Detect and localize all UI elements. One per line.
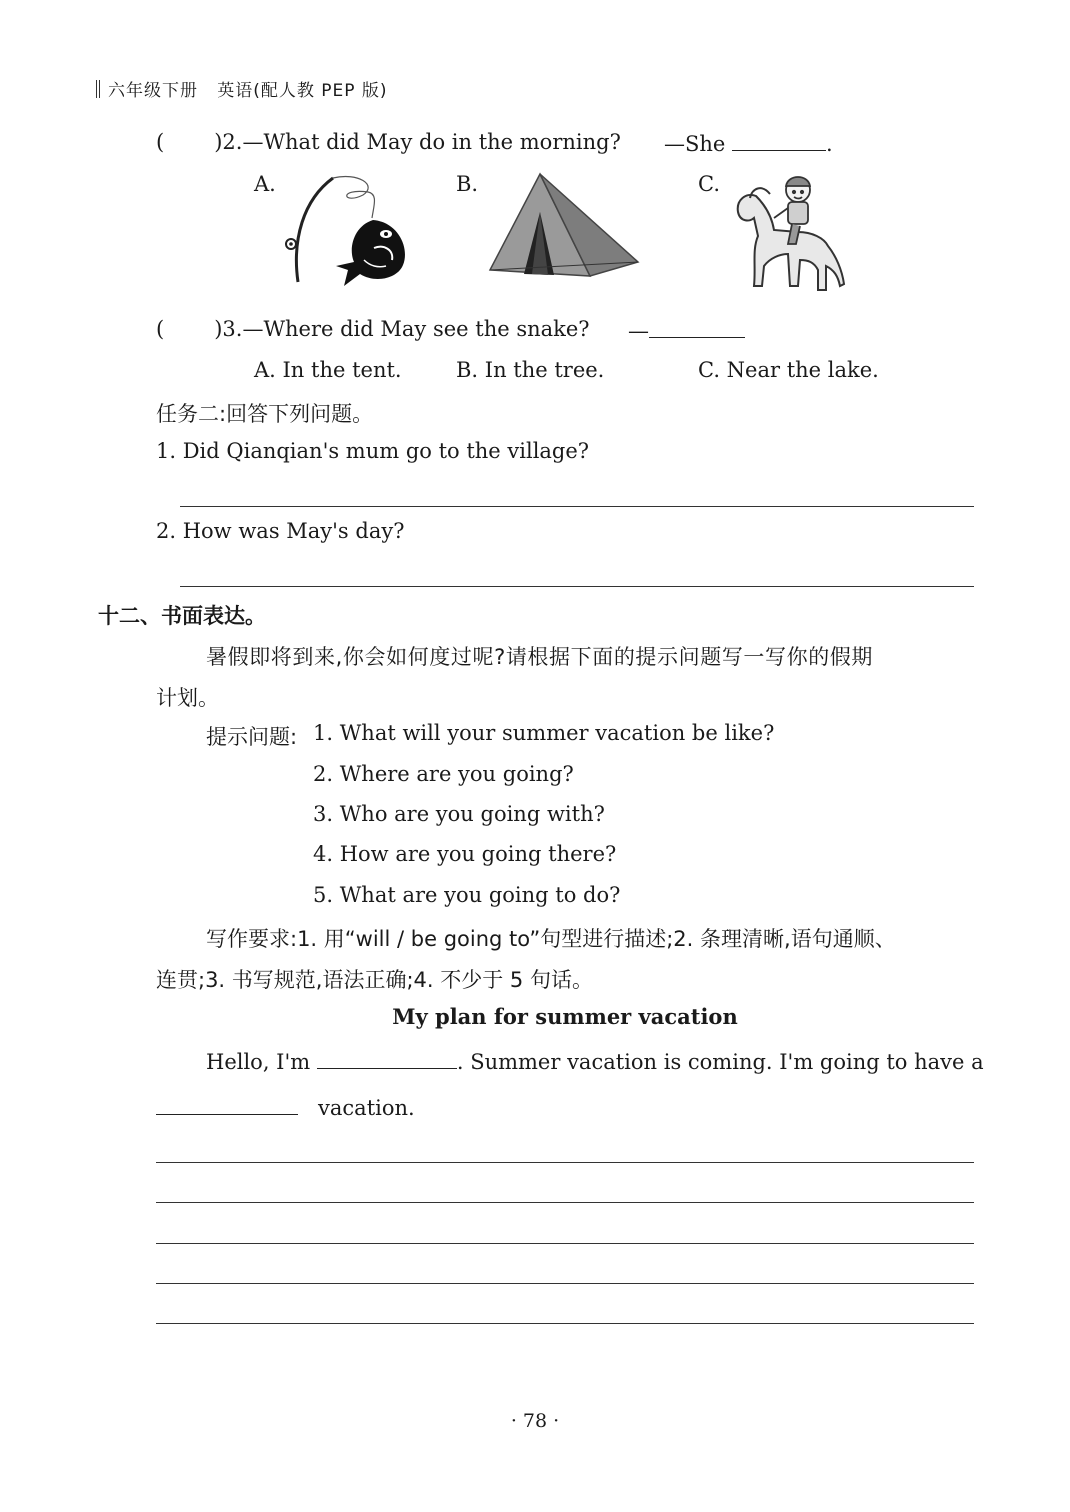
fishing-picture bbox=[278, 170, 418, 290]
q3-option-a: A. In the tent. bbox=[254, 358, 402, 382]
header bbox=[108, 76, 388, 101]
q2-number: )2. bbox=[214, 130, 243, 154]
fishing-line bbox=[333, 176, 375, 218]
q2-answer-prefix: —She bbox=[664, 132, 726, 156]
horse-rider-picture bbox=[728, 170, 846, 302]
tent-icon bbox=[490, 174, 638, 276]
hint-4: 4. How are you going there? bbox=[313, 842, 617, 866]
requirements-line-1: 写作要求:1. 用“will / be going to”句型进行描述;2. 条理清晰,语句通顺、 bbox=[206, 927, 896, 951]
q2-option-b-label: B. bbox=[456, 172, 479, 196]
task2-answer-line-1[interactable] bbox=[180, 506, 974, 507]
task2-question-2: 2. How was May's day? bbox=[156, 519, 405, 543]
q3-row bbox=[156, 317, 590, 341]
q2-answer-line bbox=[664, 130, 833, 156]
q2-row bbox=[156, 130, 621, 154]
essay-title: My plan for summer vacation bbox=[392, 1004, 738, 1029]
writing-line-2[interactable] bbox=[156, 1202, 974, 1203]
q2-question: —What did May do in the morning? bbox=[242, 130, 621, 154]
hint-1: 1. What will your summer vacation be like? bbox=[313, 721, 775, 745]
q3-question: —Where did May see the snake? bbox=[242, 317, 590, 341]
writing-line-3[interactable] bbox=[156, 1243, 974, 1244]
essay-line-2-text: vacation. bbox=[318, 1096, 415, 1120]
hints-label: 提示问题: bbox=[206, 725, 298, 749]
essay-line-2 bbox=[156, 1092, 415, 1120]
header-bar bbox=[96, 80, 100, 98]
essay-line-1-rest: . Summer vacation is coming. I'm going to have a bbox=[456, 1050, 984, 1074]
q2-answer-blank[interactable] bbox=[732, 130, 826, 151]
q2-option-c-label: C. bbox=[698, 172, 720, 196]
essay-line-1 bbox=[206, 1046, 984, 1074]
page-number: · 78 · bbox=[510, 1410, 560, 1432]
name-blank[interactable] bbox=[317, 1046, 457, 1069]
fish-icon bbox=[336, 220, 405, 286]
header-title: 六年级下册 bbox=[108, 81, 198, 101]
section12-intro-line-2: 计划。 bbox=[156, 686, 219, 710]
fishing-rod bbox=[296, 178, 333, 282]
q3-answer-blank[interactable] bbox=[649, 317, 745, 338]
q3-answer-prefix: — bbox=[628, 319, 649, 343]
essay-greeting: Hello, I'm bbox=[206, 1050, 311, 1074]
task2-answer-line-2[interactable] bbox=[180, 586, 974, 587]
hint-2: 2. Where are you going? bbox=[313, 762, 574, 786]
hint-5: 5. What are you going to do? bbox=[313, 883, 621, 907]
q2-option-a-label: A. bbox=[254, 172, 276, 196]
tent-picture bbox=[486, 172, 642, 284]
section12-title: 十二、书面表达。 bbox=[98, 604, 266, 628]
q2-bracket: ( bbox=[156, 130, 165, 154]
requirements-line-2: 连贯;3. 书写规范,语法正确;4. 不少于 5 句话。 bbox=[156, 968, 593, 992]
writing-line-1[interactable] bbox=[156, 1162, 974, 1163]
writing-line-4[interactable] bbox=[156, 1283, 974, 1284]
q3-option-b: B. In the tree. bbox=[456, 358, 605, 382]
header-subject: 英语(配人教 PEP 版) bbox=[217, 81, 388, 101]
task2-title: 任务二:回答下列问题。 bbox=[156, 402, 374, 426]
q3-answer-line bbox=[628, 317, 745, 343]
q2-answer-suffix: . bbox=[826, 132, 833, 156]
vacation-type-blank[interactable] bbox=[156, 1092, 298, 1115]
q3-number: )3. bbox=[214, 317, 243, 341]
writing-line-5[interactable] bbox=[156, 1323, 974, 1324]
q3-bracket: ( bbox=[156, 317, 165, 341]
q3-option-c: C. Near the lake. bbox=[698, 358, 879, 382]
section12-intro-line-1: 暑假即将到来,你会如何度过呢?请根据下面的提示问题写一写你的假期 bbox=[206, 645, 874, 669]
hint-3: 3. Who are you going with? bbox=[313, 802, 605, 826]
task2-question-1: 1. Did Qianqian's mum go to the village? bbox=[156, 439, 590, 463]
